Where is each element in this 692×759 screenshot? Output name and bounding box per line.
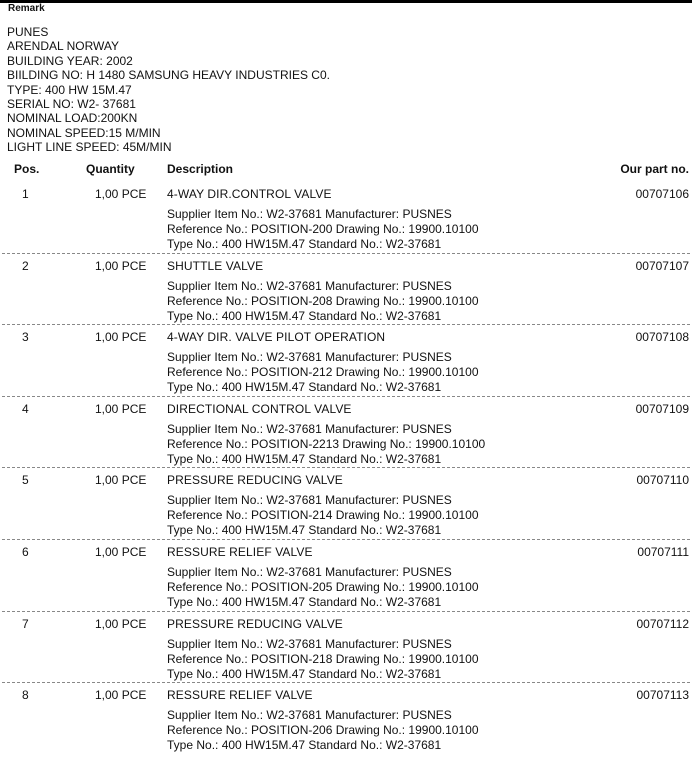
row-reference-detail: Reference No.: POSITION-218 Drawing No.: 19900.10100 bbox=[167, 651, 479, 666]
row-quantity: 1,00 PCE bbox=[95, 330, 147, 345]
table-row bbox=[0, 258, 692, 330]
row-reference-detail: Reference No.: POSITION-212 Drawing No.: 19900.10100 bbox=[167, 365, 479, 380]
row-reference-detail: Reference No.: POSITION-214 Drawing No.: 19900.10100 bbox=[167, 508, 479, 523]
row-pos: 6 bbox=[22, 544, 29, 559]
column-header-pos: Pos. bbox=[14, 162, 40, 176]
row-description: 4-WAY DIR.CONTROL VALVE bbox=[167, 187, 332, 201]
row-supplier-detail: Supplier Item No.: W2-37681 Manufacturer: PUSNES bbox=[167, 708, 452, 723]
row-description: DIRECTIONAL CONTROL VALVE bbox=[167, 401, 352, 416]
remark-line: NOMINAL SPEED:15 M/MIN bbox=[7, 125, 161, 140]
column-header-quantity: Quantity bbox=[86, 162, 135, 176]
row-pos: 7 bbox=[22, 616, 29, 631]
row-type-detail: Type No.: 400 HW15M.47 Standard No.: W2-37681 bbox=[167, 451, 442, 466]
row-type-detail: Type No.: 400 HW15M.47 Standard No.: W2-37681 bbox=[167, 380, 442, 395]
row-type-detail: Type No.: 400 HW15M.47 Standard No.: W2-37681 bbox=[167, 594, 442, 609]
row-description: SHUTTLE VALVE bbox=[167, 258, 264, 273]
table-row bbox=[0, 401, 692, 473]
row-reference-detail: Reference No.: POSITION-206 Drawing No.: 19900.10100 bbox=[167, 723, 479, 738]
row-pos: 1 bbox=[22, 187, 29, 201]
row-quantity: 1,00 PCE bbox=[95, 258, 147, 273]
table-row bbox=[0, 687, 692, 759]
items-table bbox=[0, 186, 692, 759]
remark-line: LIGHT LINE SPEED: 45M/MIN bbox=[7, 140, 172, 155]
table-row bbox=[0, 186, 692, 258]
row-type-detail: Type No.: 400 HW15M.47 Standard No.: W2-37681 bbox=[167, 666, 442, 681]
row-type-detail: Type No.: 400 HW15M.47 Standard No.: W2-37681 bbox=[167, 237, 442, 251]
table-row bbox=[0, 616, 692, 688]
row-quantity: 1,00 PCE bbox=[95, 688, 147, 703]
table-row bbox=[0, 329, 692, 401]
row-supplier-detail: Supplier Item No.: W2-37681 Manufacturer: PUSNES bbox=[167, 207, 452, 221]
row-supplier-detail: Supplier Item No.: W2-37681 Manufacturer: PUSNES bbox=[167, 564, 452, 579]
row-reference-detail: Reference No.: POSITION-200 Drawing No.: 19900.10100 bbox=[167, 222, 479, 236]
remark-line: BIILDING NO: H 1480 SAMSUNG HEAVY INDUSTRIES C0. bbox=[7, 68, 330, 83]
table-row bbox=[0, 544, 692, 616]
row-reference-detail: Reference No.: POSITION-208 Drawing No.: 19900.10100 bbox=[167, 293, 479, 308]
row-part-no: 00707107 bbox=[635, 258, 689, 273]
row-pos: 3 bbox=[22, 330, 29, 345]
row-description: PRESSURE REDUCING VALVE bbox=[167, 473, 343, 488]
row-pos: 8 bbox=[22, 688, 29, 703]
row-quantity: 1,00 PCE bbox=[95, 616, 147, 631]
row-part-no: 00707113 bbox=[636, 688, 689, 703]
row-description: RESSURE RELIEF VALVE bbox=[167, 544, 313, 559]
row-supplier-detail: Supplier Item No.: W2-37681 Manufacturer: PUSNES bbox=[167, 493, 452, 508]
row-quantity: 1,00 PCE bbox=[95, 187, 147, 201]
row-reference-detail: Reference No.: POSITION-2213 Drawing No.: 19900.10100 bbox=[167, 436, 486, 451]
row-part-no: 00707110 bbox=[636, 473, 689, 488]
column-header-part-no: Our part no. bbox=[620, 162, 689, 176]
row-part-no: 00707111 bbox=[637, 544, 689, 559]
row-reference-detail: Reference No.: POSITION-205 Drawing No.: 19900.10100 bbox=[167, 579, 479, 594]
row-type-detail: Type No.: 400 HW15M.47 Standard No.: W2-37681 bbox=[167, 308, 442, 323]
top-rule bbox=[0, 0, 692, 3]
row-description: PRESSURE REDUCING VALVE bbox=[167, 616, 343, 631]
remark-block bbox=[7, 25, 330, 155]
remark-line: TYPE: 400 HW 15M.47 bbox=[7, 82, 132, 97]
remark-line: NOMINAL LOAD:200KN bbox=[7, 111, 138, 126]
row-pos: 5 bbox=[22, 473, 29, 488]
remark-line: PUNES bbox=[7, 25, 49, 39]
row-pos: 2 bbox=[22, 258, 29, 273]
row-description: 4-WAY DIR. VALVE PILOT OPERATION bbox=[167, 330, 386, 345]
remark-line: BUILDING YEAR: 2002 bbox=[7, 53, 133, 68]
row-part-no: 00707109 bbox=[635, 401, 689, 416]
table-row bbox=[0, 472, 692, 544]
row-part-no: 00707112 bbox=[636, 616, 689, 631]
row-pos: 4 bbox=[22, 401, 29, 416]
row-supplier-detail: Supplier Item No.: W2-37681 Manufacturer: PUSNES bbox=[167, 350, 452, 365]
row-part-no: 00707108 bbox=[635, 330, 689, 345]
row-quantity: 1,00 PCE bbox=[95, 401, 147, 416]
row-type-detail: Type No.: 400 HW15M.47 Standard No.: W2-37681 bbox=[167, 738, 442, 753]
remark-line: SERIAL NO: W2- 37681 bbox=[7, 96, 136, 111]
row-supplier-detail: Supplier Item No.: W2-37681 Manufacturer: PUSNES bbox=[167, 636, 452, 651]
row-quantity: 1,00 PCE bbox=[95, 473, 147, 488]
row-part-no: 00707106 bbox=[635, 187, 689, 201]
remark-label: Remark bbox=[8, 3, 45, 14]
row-quantity: 1,00 PCE bbox=[95, 544, 147, 559]
column-header-description: Description bbox=[167, 162, 234, 176]
row-description: RESSURE RELIEF VALVE bbox=[167, 688, 313, 703]
remark-line: ARENDAL NORWAY bbox=[7, 39, 120, 54]
row-type-detail: Type No.: 400 HW15M.47 Standard No.: W2-37681 bbox=[167, 523, 442, 538]
row-supplier-detail: Supplier Item No.: W2-37681 Manufacturer: PUSNES bbox=[167, 421, 452, 436]
row-supplier-detail: Supplier Item No.: W2-37681 Manufacturer: PUSNES bbox=[167, 278, 452, 293]
